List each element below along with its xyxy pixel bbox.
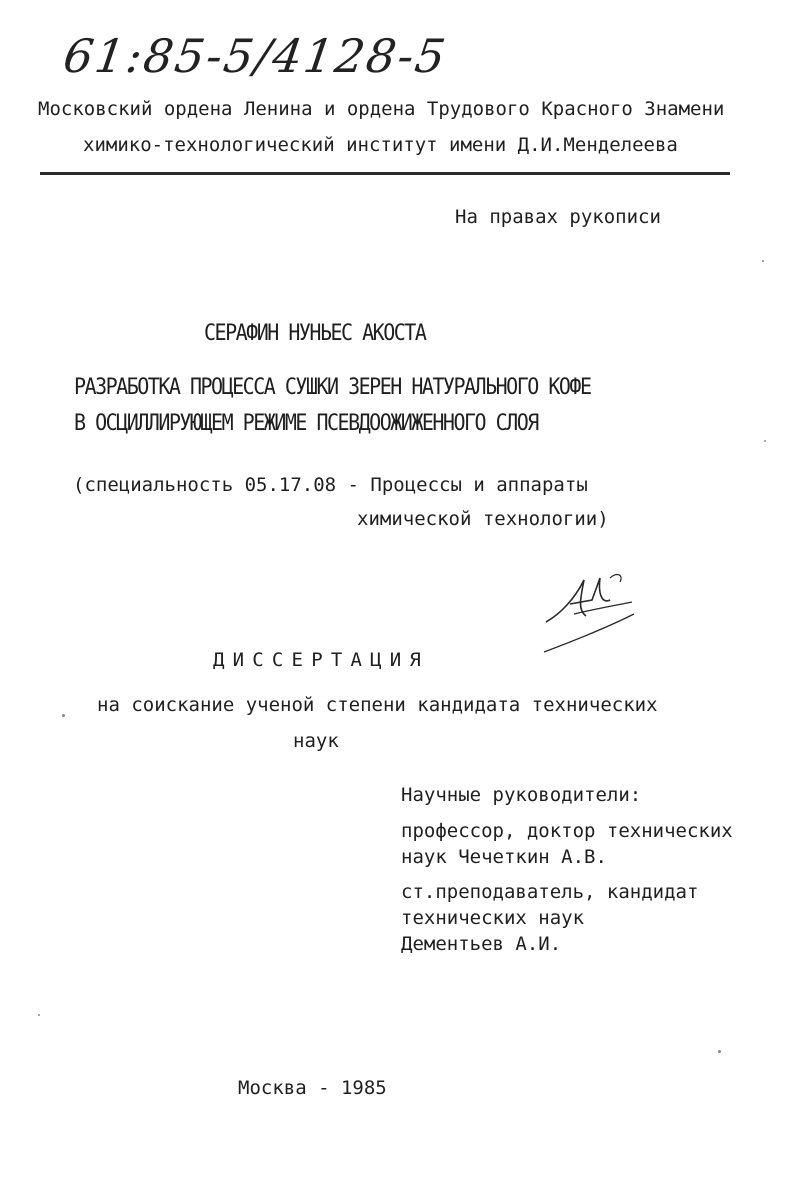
supervisor-2-line-2: технических наук xyxy=(401,907,585,929)
title-line-1: РАЗРАБОТКА ПРОЦЕССА СУШКИ ЗЕРЕН НАТУРАЛЬНОГО КОФЕ xyxy=(74,372,591,400)
specialty-line-2: химической технологии) xyxy=(357,508,609,530)
supervisor-1-line-2: наук Чечеткин А.В. xyxy=(401,846,607,868)
author-name: СЕРАФИН НУНЬЕС АКОСТА xyxy=(204,318,426,346)
title-line-2: В ОСЦИЛЛИРУЮЩЕМ РЕЖИМЕ ПСЕВДООЖИЖЕННОГО СЛОЯ xyxy=(74,408,538,436)
degree-line-2: наук xyxy=(293,730,339,752)
scan-speck xyxy=(762,260,764,262)
supervisor-1-line-1: профессор, доктор технических xyxy=(401,820,733,842)
scan-speck xyxy=(718,1050,721,1053)
institute-line-2: химико-технологический институт имени Д.И.Менделеева xyxy=(83,134,678,156)
supervisor-2-line-3: Дементьев А.И. xyxy=(401,933,562,955)
supervisor-2-line-1: ст.преподаватель, кандидат xyxy=(401,881,699,903)
scan-speck xyxy=(38,1014,40,1016)
scan-speck xyxy=(62,714,65,717)
document-type: ДИССЕРТАЦИЯ xyxy=(213,649,430,671)
rights-notice: На правах рукописи xyxy=(455,206,661,228)
institute-line-1: Московский ордена Ленина и ордена Трудового Красного Знамени xyxy=(38,98,725,120)
archive-number: 61:85-5/4128-5 xyxy=(60,29,451,83)
place-year: Москва - 1985 xyxy=(238,1077,387,1099)
scan-speck xyxy=(764,440,766,442)
header-rule xyxy=(40,172,730,175)
degree-line-1: на соискание ученой степени кандидата технических xyxy=(97,694,658,716)
supervisors-heading: Научные руководители: xyxy=(401,784,642,806)
signature-icon xyxy=(540,570,640,660)
specialty-line-1: (специальность 05.17.08 - Процессы и аппараты xyxy=(73,474,588,496)
